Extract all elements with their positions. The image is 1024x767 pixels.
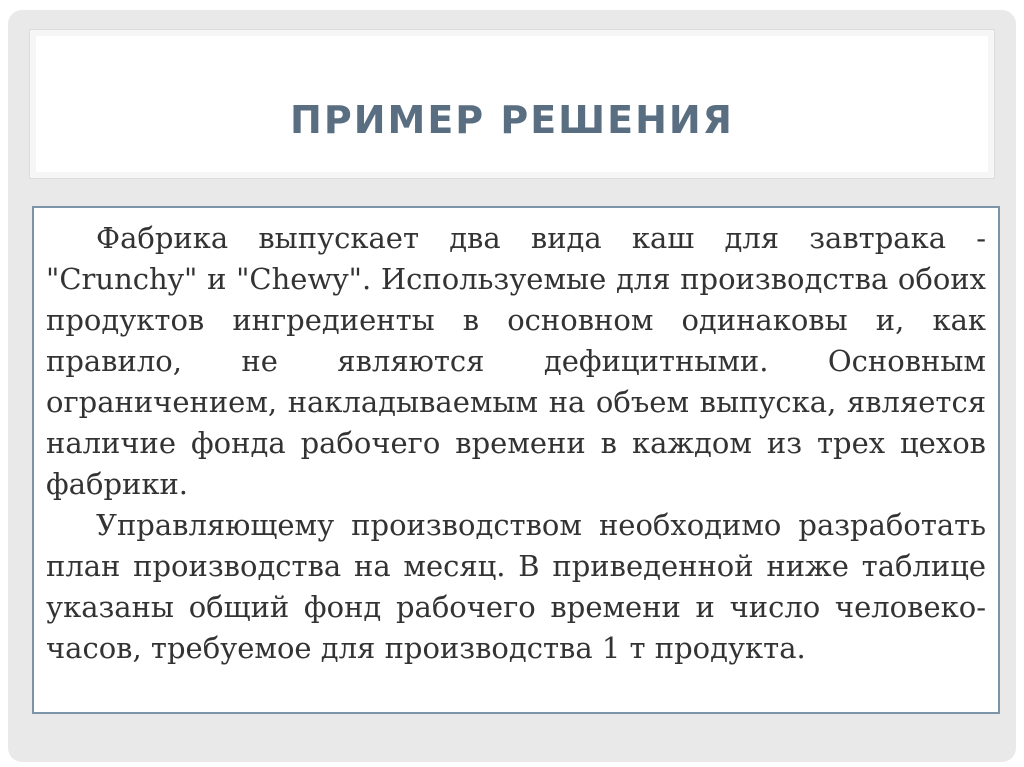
slide	[8, 10, 1016, 762]
content-box	[32, 206, 1000, 714]
paragraph-2: Управляющему производством необходимо разработать план производства на месяц. В приведенной ниже таблице указаны общий фонд рабочего времени и число человеко-часов, требуемое для производства 1 т продукта.	[46, 508, 986, 665]
title-banner	[30, 30, 994, 178]
slide-title: ПРИМЕР РЕШЕНИЯ	[290, 98, 734, 142]
paragraph-1: Фабрика выпускает два вида каш для завтрака - "Crunchy" и "Chewy". Используемые для производства обоих продуктов ингредиенты в основном одинаковы и, как правило, не являются дефицитными. Основным ограничением, накладываемым на объем выпуска, является наличие фонда рабочего времени в каждом из трех цехов фабрики.	[46, 221, 986, 501]
